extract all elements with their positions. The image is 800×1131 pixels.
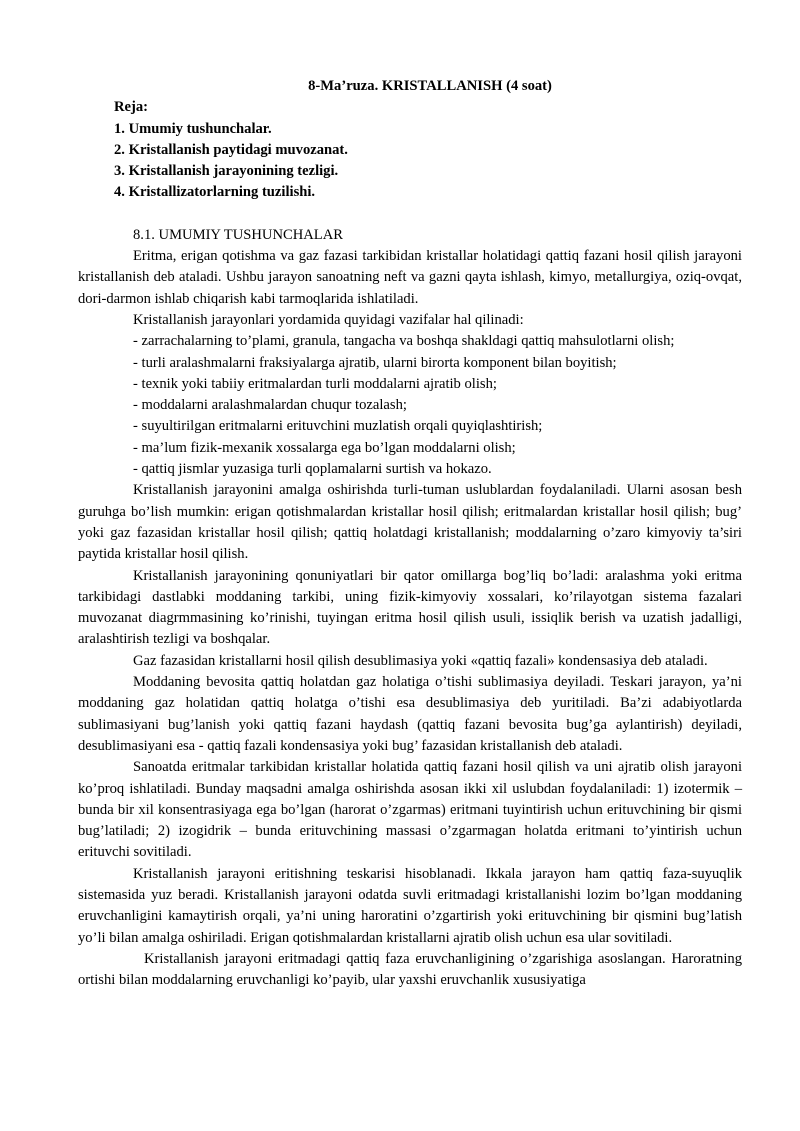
list-item: - moddalarni aralashmalardan chuqur tozalash; bbox=[133, 397, 407, 414]
task-list bbox=[78, 331, 742, 480]
list-item: - ma’lum fizik-mexanik xossalarga ega bo’lgan moddalarni olish; bbox=[133, 439, 516, 456]
plan-item: 2. Kristallanish paytidagi muvozanat. bbox=[114, 141, 348, 158]
list-item: - qattiq jismlar yuzasiga turli qoplamalarni surtish va hokazo. bbox=[133, 461, 492, 478]
paragraph: Kristallanish jarayonini amalga oshirishda turli-tuman uslublardan foydalaniladi. Ularni asosan besh guruhga bo’lish mumkin: erigan qotishmalardan kristallar hosil qilish; eritmalardan kristallar hosil qilish; bug’ yoki gaz fazasidan kristallar hosil qilish; qattiq holatdagi kristallanish; moddalarning o’zaro kimyoviy ta’siri paytida kristallar hosil qilish. bbox=[78, 482, 742, 563]
document-page bbox=[78, 76, 742, 991]
plan-item: 4. Kristallizatorlarning tuzilishi. bbox=[114, 184, 316, 201]
paragraph: Kristallanish jarayoni eritmadagi qattiq faza eruvchanligining o’zgarishiga asoslangan. Haroratning ortishi bilan moddalarning eruvchanligi ko’payib, ular yaxshi eruvchanlik xususiyatiga bbox=[78, 950, 742, 989]
list-item: - suyultirilgan eritmalarni erituvchini muzlatish orqali quyiqlashtirish; bbox=[133, 418, 543, 435]
section-heading: 8.1. UMUMIY TUSHUNCHALAR bbox=[133, 226, 343, 243]
lecture-title: 8-Ma’ruza. KRISTALLANISH (4 soat) bbox=[308, 78, 552, 94]
plan-item: 3. Kristallanish jarayonining tezligi. bbox=[114, 163, 339, 180]
paragraph: Eritma, erigan qotishma va gaz fazasi tarkibidan kristallar holatidagi qattiq fazani hosil qilish jarayoni kristallanish deb ataladi. Ushbu jarayon sanoatning neft va gazni qayta ishlash, kimyo, metallurgiya, oziq-ovqat, dori-darmon ishlab chiqarish kabi tarmoqlarida ishlatiladi. bbox=[78, 248, 742, 307]
paragraph: Kristallanish jarayonlari yordamida quyidagi vazifalar hal qilinadi: bbox=[133, 311, 524, 328]
plan-heading: Reja: bbox=[114, 99, 149, 116]
paragraph: Moddaning bevosita qattiq holatdan gaz holatiga o’tishi sublimasiya deyiladi. Teskari jarayon, ya’ni moddaning gaz holatidan qattiq holatga o’tishi esa desublimasiya deb yuritiladi. Ba’zi adabiyotlarda sublimasiyani bug’lanish yoki qattiq fazani haydash (qattiq fazani bevosita bug’ga aylantirish) deyiladi, desublimasiyani esa - qattiq fazali kondensasiya yoki bug’ fazasidan kristallanish deb ataladi. bbox=[78, 674, 742, 754]
list-item: - zarrachalarning to’plami, granula, tangacha va boshqa shakldagi qattiq mahsulotlarni olish; bbox=[133, 333, 675, 350]
plan-block bbox=[114, 97, 742, 203]
paragraph: Gaz fazasidan kristallarni hosil qilish desublimasiya yoki «qattiq fazali» kondensasiya deb ataladi. bbox=[133, 652, 708, 669]
paragraph: Kristallanish jarayonining qonuniyatlari bir qator omillarga bog’liq bo’ladi: aralashma yoki eritma tarkibidagi dastlabki moddaning tarkibi, uning fizik-kimyoviy xossalari, ko’rilayotgan sistema fazalari muvozanat diagrmmasining ko’rinishi, tuyingan eritma hosil qilish usuli, issiqlik berish va uzatish jadalligi, aralashtirish tezligi va boshqalar. bbox=[78, 567, 742, 648]
plan-item: 1. Umumiy tushunchalar. bbox=[114, 120, 272, 137]
paragraph: Kristallanish jarayoni eritishning teskarisi hisoblanadi. Ikkala jarayon ham qattiq faza-suyuqlik sistemasida yuz beradi. Kristallanish jarayoni odatda suvli eritmadagi kristallanishi lozim bo’lgan moddaning eruvchanligini kamaytirish orqali, ya’ni uning haroratini o’zgartirish yoki erituvchining bir qismini bug’latish yo’li bilan amalga oshiriladi. Erigan qotishmalardan kristallarni ajratib olish uchun esa ular sovitiladi. bbox=[78, 865, 742, 946]
list-item: - texnik yoki tabiiy eritmalardan turli moddalarni ajratib olish; bbox=[133, 375, 497, 392]
list-item: - turli aralashmalarni fraksiyalarga ajratib, ularni birorta komponent bilan boyitish; bbox=[133, 354, 617, 371]
paragraph: Sanoatda eritmalar tarkibidan kristallar holatida qattiq fazani hosil qilish va uni ajratib olish jarayoni ko’proq ishlatiladi. Bunday maqsadni amalga oshirishda asosan ikki xil uslubdan foydalaniladi: 1) izotermik – bunda bir xil konsentrasiyaga ega bo’lgan (harorat o’zgarmas) eritmani tuyintirish uchun erituvchining bir qismi bug’latiladi; 2) izogidrik – bunda erituvchining massasi o’zgarmagan holatda eritmani to’yintirish uchun erituvchi sovitiladi. bbox=[78, 759, 742, 861]
